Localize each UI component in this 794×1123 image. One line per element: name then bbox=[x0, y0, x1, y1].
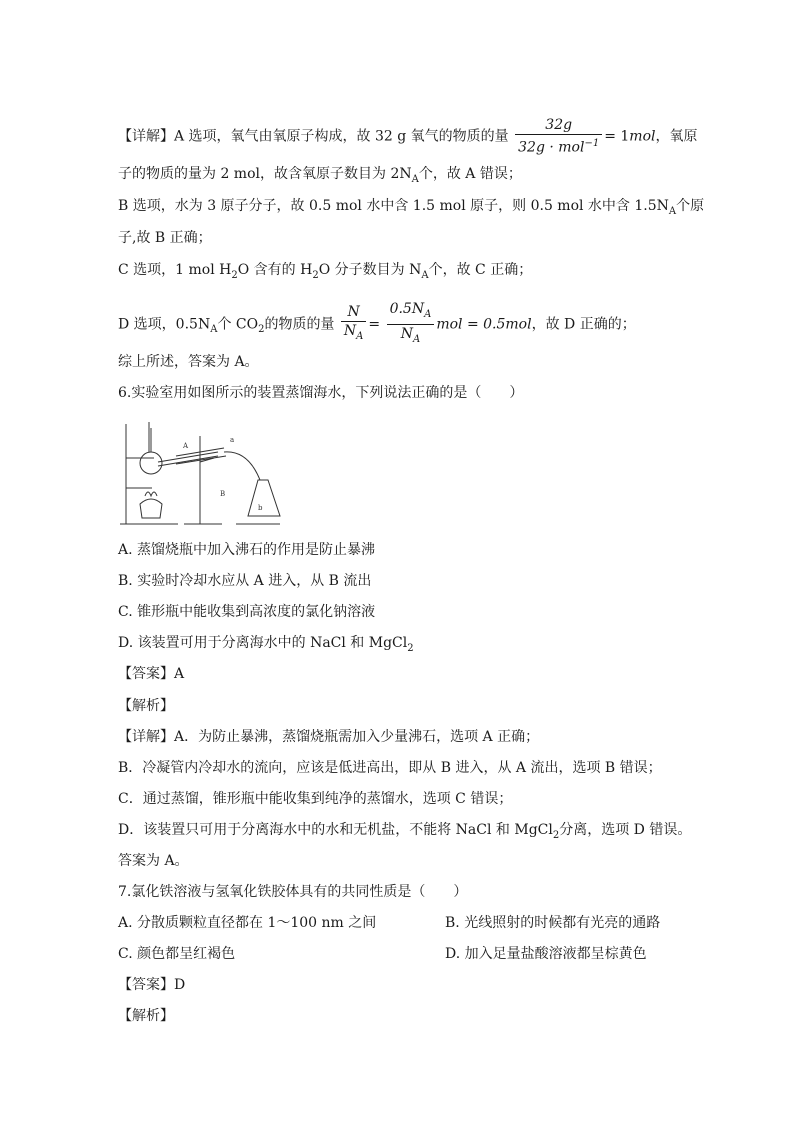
q5-option-a-line2: 子的物质的量为 2 mol，故含氧原子数目为 $2N_A$个，故 A 错误； bbox=[118, 166, 522, 185]
q7-answer: 【答案】D bbox=[118, 977, 186, 993]
q7-option-a: A. 分散质颗粒直径都在 1～100 nm 之间 bbox=[118, 915, 377, 931]
q7-analysis-heading: 【解析】 bbox=[118, 1008, 174, 1024]
q5-option-b-explanation: B 选项，水为 3 原子分子，故 0.5 mol 水中含 1.5 mol 原子，则 0.5 mol 水中含 $1.5N_A$个原 bbox=[118, 198, 705, 217]
q6-conclusion: 答案为 A。 bbox=[118, 853, 189, 869]
label-a-upper: A bbox=[183, 442, 189, 450]
oxygen-moles-fraction: $\frac{32g}{32g \cdot mol^{-1}}$ bbox=[515, 116, 602, 157]
q5-option-b-line2: 子,故 B 正确； bbox=[118, 230, 212, 246]
q5-option-d-explanation: D 选项，$0.5N_A$个 $CO_2$的物质的量 $\frac{N}{N_A}$ = $\frac{0.5N_A}{N_A}$ mol = 0.5mol，故 D 正确的； bbox=[118, 300, 636, 349]
q6-option-a: A. 蒸馏烧瓶中加入沸石的作用是防止暴沸 bbox=[118, 542, 376, 558]
q6-answer: 【答案】A bbox=[118, 666, 185, 682]
q6-option-c: C. 锥形瓶中能收集到高浓度的氯化钠溶液 bbox=[118, 604, 376, 620]
q7-option-c: C. 颜色都呈红褐色 bbox=[118, 946, 236, 962]
q6-detail-a: 【详解】A．为防止暴沸，蒸馏烧瓶需加入少量沸石，选项 A 正确； bbox=[118, 729, 540, 745]
q6-analysis-heading: 【解析】 bbox=[118, 698, 174, 714]
q7-option-d: D. 加入足量盐酸溶液都呈棕黄色 bbox=[445, 946, 647, 962]
half-na-fraction: $\frac{0.5N_A}{N_A}$ bbox=[387, 300, 435, 349]
q5-option-a-explanation: 【详解】A 选项，氧气由氧原子构成，故 32 g 氧气的物质的量 $\frac{32g}{32g \cdot mol^{-1}}$ = 1mol，氧原 bbox=[118, 117, 698, 156]
label-b-lower: b bbox=[258, 504, 263, 512]
q6-question: 6.实验室用如图所示的装置蒸馏海水，下列说法正确的是（ ） bbox=[118, 385, 524, 401]
q6-detail-b: B．冷凝管内冷却水的流向，应该是低进高出，即从 B 进入，从 A 流出，选项 B 错误； bbox=[118, 760, 662, 776]
q6-detail-d: D．该装置只可用于分离海水中的水和无机盐，不能将 NaCl 和 MgCl$_2$分离，选项 D 错误。 bbox=[118, 822, 692, 841]
n-over-na-fraction: $\frac{N}{N_A}$ bbox=[341, 303, 366, 346]
q5-option-c-explanation: C 选项，1 mol $H_2O$ 含有的 $H_2O$ 分子数目为 $N_A$个，故 C 正确； bbox=[118, 262, 533, 281]
q7-option-b: B. 光线照射的时候都有光亮的通路 bbox=[445, 915, 661, 931]
q6-option-b: B. 实验时冷却水应从 A 进入，从 B 流出 bbox=[118, 573, 372, 589]
distillation-apparatus-figure bbox=[118, 418, 283, 528]
q7-question: 7.氯化铁溶液与氢氧化铁胶体具有的共同性质是（ ） bbox=[118, 884, 468, 900]
q6-option-d: D. 该装置可用于分离海水中的 NaCl 和 MgCl$_2$ bbox=[118, 635, 414, 654]
label-b-upper: B bbox=[220, 490, 226, 498]
label-a-lower: a bbox=[230, 436, 235, 444]
detail-tag: 【详解】 bbox=[118, 128, 174, 145]
q6-detail-c: C．通过蒸馏，锥形瓶中能收集到纯净的蒸馏水，选项 C 错误； bbox=[118, 791, 513, 807]
q5-summary: 综上所述，答案为 A。 bbox=[118, 354, 259, 370]
